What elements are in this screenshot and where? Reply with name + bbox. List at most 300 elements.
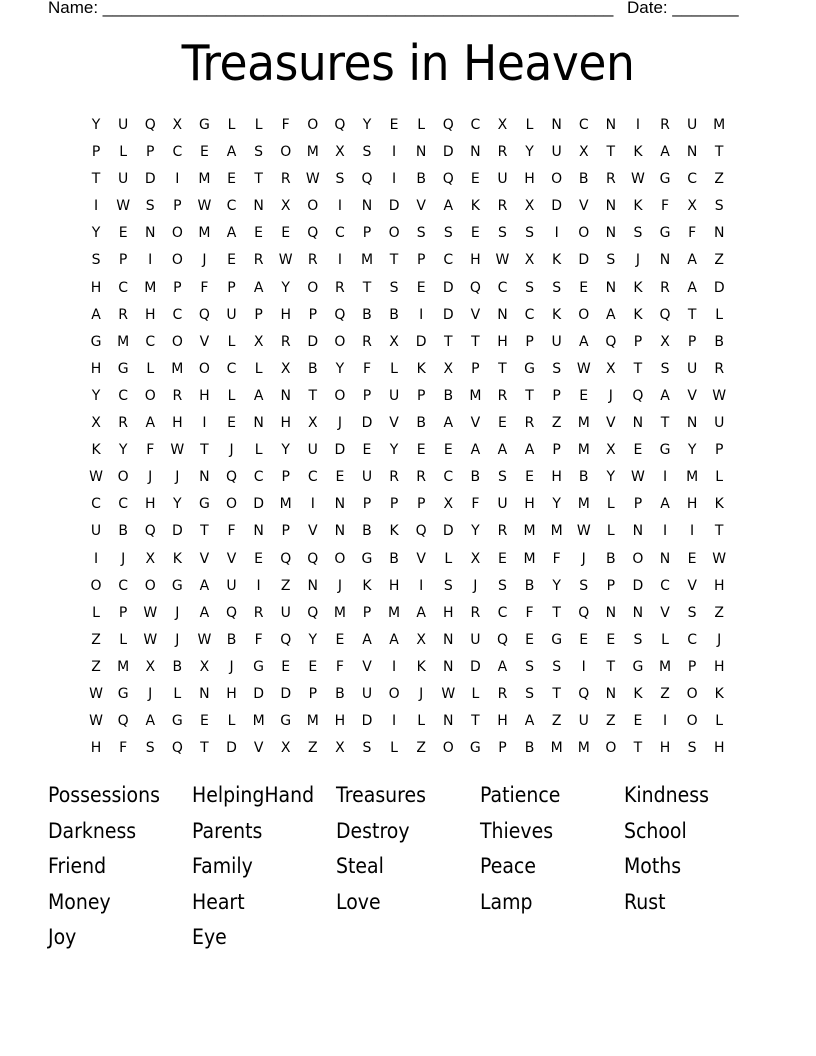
grid-cell: E — [389, 117, 399, 133]
grid-cell: B — [118, 523, 128, 540]
grid-cell: F — [688, 225, 697, 242]
grid-cell: N — [199, 469, 210, 486]
grid-cell: A — [497, 658, 508, 675]
grid-cell: C — [497, 279, 508, 296]
grid-cell: M — [713, 117, 726, 133]
grid-cell: M — [577, 415, 590, 432]
grid-cell: I — [337, 252, 342, 269]
word-list-item: Money — [48, 889, 111, 914]
grid-cell: N — [443, 631, 454, 648]
grid-cell: D — [171, 523, 183, 540]
grid-cell: H — [686, 496, 698, 513]
grid-cell: A — [470, 442, 481, 459]
grid-cell: N — [443, 713, 454, 730]
word-list-item: Destroy — [336, 818, 410, 843]
grid-cell: D — [442, 279, 454, 296]
grid-cell: P — [362, 604, 372, 621]
grid-cell: T — [552, 604, 561, 621]
grid-cell: A — [362, 631, 372, 648]
grid-cell: B — [172, 658, 183, 675]
grid-cell: I — [554, 225, 559, 242]
grid-cell: X — [91, 415, 101, 432]
grid-cell: D — [253, 685, 264, 702]
grid-cell: W — [197, 198, 212, 215]
grid-cell: E — [227, 252, 236, 269]
grid-cell: L — [715, 306, 724, 323]
grid-cell: K — [633, 685, 643, 702]
grid-cell: A — [145, 415, 156, 432]
grid-cell: S — [389, 279, 399, 296]
grid-cell: P — [471, 360, 480, 377]
grid-cell: Z — [91, 658, 101, 675]
grid-cell: L — [254, 360, 263, 377]
grid-cell: I — [581, 658, 586, 675]
word-list-item: Patience — [480, 783, 561, 807]
grid-cell: H — [280, 415, 291, 432]
grid-cell: F — [119, 740, 128, 757]
grid-cell: S — [416, 225, 426, 242]
grid-cell: P — [714, 442, 724, 459]
grid-cell: P — [281, 469, 290, 486]
grid-cell: Q — [226, 469, 238, 486]
grid-cell: P — [308, 306, 318, 323]
grid-cell: L — [227, 117, 236, 133]
grid-cell: S — [145, 740, 155, 757]
grid-cell: N — [605, 604, 617, 621]
grid-cell: N — [605, 198, 617, 215]
grid-cell: M — [144, 279, 157, 296]
grid-cell: D — [469, 658, 481, 675]
grid-cell: I — [310, 496, 315, 513]
grid-cell: M — [550, 740, 563, 757]
grid-cell: M — [469, 387, 482, 404]
page-title: Treasures in Heaven — [181, 35, 635, 92]
grid-cell: I — [392, 144, 397, 161]
grid-cell: P — [416, 387, 426, 404]
grid-cell: E — [254, 225, 264, 242]
grid-cell: X — [253, 333, 264, 350]
grid-cell: F — [660, 198, 670, 215]
grid-cell: B — [226, 631, 237, 648]
grid-cell: M — [577, 740, 590, 757]
grid-cell: W — [197, 631, 212, 648]
grid-cell: Z — [714, 171, 724, 188]
grid-cell: Q — [605, 333, 617, 350]
grid-cell: U — [118, 171, 129, 188]
grid-cell: L — [715, 713, 724, 730]
grid-cell: E — [362, 442, 372, 459]
grid-cell: V — [362, 658, 372, 675]
grid-cell: Q — [442, 171, 454, 188]
grid-cell: O — [686, 713, 698, 730]
grid-cell: J — [202, 252, 207, 269]
grid-cell: S — [525, 658, 534, 675]
word-list-item: School — [624, 818, 687, 843]
grid-cell: S — [660, 360, 670, 377]
grid-cell: N — [605, 117, 617, 133]
grid-cell: P — [389, 496, 399, 513]
grid-cell: A — [253, 279, 264, 296]
grid-cell: B — [416, 171, 426, 188]
grid-cell: Z — [91, 631, 101, 648]
grid-cell: U — [361, 685, 373, 702]
grid-cell: W — [143, 604, 158, 621]
grid-cell: E — [199, 713, 209, 730]
grid-cell: L — [119, 631, 128, 648]
grid-cell: P — [254, 306, 263, 323]
grid-cell: D — [307, 333, 319, 350]
grid-cell: T — [254, 171, 263, 188]
grid-cell: O — [686, 685, 698, 702]
grid-cell: N — [334, 496, 346, 513]
grid-cell: C — [118, 279, 129, 296]
grid-cell: O — [334, 550, 346, 567]
grid-cell: F — [281, 117, 290, 133]
grid-cell: C — [470, 117, 481, 133]
grid-cell: U — [578, 713, 589, 730]
grid-cell: M — [360, 252, 374, 269]
grid-cell: P — [552, 442, 561, 459]
grid-cell: Q — [117, 713, 129, 730]
word-list-item: Heart — [192, 889, 245, 914]
grid-cell: L — [606, 496, 615, 513]
grid-cell: H — [388, 577, 400, 594]
grid-cell: T — [714, 144, 724, 161]
grid-cell: R — [335, 279, 345, 296]
word-list-item: Lamp — [480, 889, 533, 914]
grid-cell: R — [497, 387, 508, 404]
grid-cell: P — [146, 144, 155, 161]
grid-cell: N — [253, 523, 264, 540]
grid-cell: F — [200, 279, 209, 296]
name-field-label: Name: ______________________________________________________ — [48, 0, 614, 17]
grid-cell: Y — [362, 117, 372, 133]
grid-cell: G — [171, 577, 183, 594]
grid-cell: E — [227, 171, 236, 188]
grid-cell: D — [280, 685, 292, 702]
grid-cell: E — [470, 225, 480, 242]
grid-cell: I — [337, 198, 342, 215]
grid-cell: I — [662, 469, 668, 486]
grid-cell: B — [307, 360, 318, 377]
grid-cell: K — [172, 550, 182, 567]
word-list-item: Treasures — [336, 783, 426, 807]
grid-cell: W — [116, 198, 131, 215]
grid-cell: P — [606, 577, 616, 594]
grid-cell: F — [254, 631, 263, 648]
grid-cell: O — [334, 333, 346, 350]
grid-cell: U — [497, 171, 508, 188]
grid-cell: Q — [171, 740, 183, 757]
grid-cell: M — [117, 658, 130, 675]
grid-cell: X — [443, 360, 454, 377]
grid-cell: G — [253, 658, 265, 675]
grid-cell: E — [118, 225, 128, 242]
grid-cell: N — [659, 252, 671, 269]
grid-cell: H — [497, 333, 508, 350]
grid-cell: N — [497, 306, 508, 323]
grid-cell: Q — [578, 685, 590, 702]
grid-cell: Q — [280, 550, 292, 567]
grid-cell: C — [443, 469, 454, 486]
grid-cell: J — [229, 442, 234, 459]
grid-cell: C — [172, 144, 183, 161]
grid-cell: T — [91, 171, 101, 188]
grid-cell: B — [416, 415, 426, 432]
grid-cell: A — [660, 387, 670, 404]
grid-cell: Y — [91, 225, 101, 242]
grid-cell: N — [713, 225, 725, 242]
grid-cell: Z — [660, 685, 670, 702]
grid-cell: X — [172, 117, 183, 133]
grid-cell: D — [144, 171, 156, 188]
grid-cell: S — [687, 604, 697, 621]
grid-cell: X — [606, 360, 616, 377]
grid-cell: D — [253, 496, 264, 513]
grid-cell: B — [389, 306, 399, 323]
grid-cell: E — [443, 442, 453, 459]
grid-cell: R — [416, 469, 427, 486]
grid-cell: H — [713, 658, 725, 675]
grid-cell: H — [524, 496, 535, 513]
grid-cell: B — [470, 469, 481, 486]
grid-cell: L — [444, 550, 453, 567]
grid-cell: L — [715, 469, 724, 486]
grid-cell: C — [118, 496, 129, 513]
grid-cell: P — [173, 279, 182, 296]
grid-cell: I — [256, 577, 261, 594]
grid-cell: X — [335, 740, 345, 757]
grid-cell: Y — [281, 279, 290, 296]
grid-cell: G — [198, 117, 210, 133]
grid-cell: E — [579, 279, 589, 296]
grid-cell: I — [148, 252, 153, 269]
grid-cell: W — [441, 685, 456, 702]
grid-cell: V — [253, 740, 264, 757]
grid-cell: V — [578, 198, 589, 215]
word-list-item: Steal — [336, 854, 384, 878]
grid-cell: G — [280, 713, 292, 730]
grid-cell: T — [606, 658, 616, 675]
grid-cell: P — [552, 387, 561, 404]
grid-cell: P — [362, 225, 372, 242]
grid-cell: H — [144, 496, 156, 513]
grid-cell: V — [470, 306, 481, 323]
grid-cell: H — [172, 415, 183, 432]
grid-cell: A — [524, 713, 535, 730]
grid-cell: P — [281, 523, 290, 540]
grid-cell: K — [91, 442, 101, 459]
grid-cell: V — [199, 333, 210, 350]
grid-cell: L — [119, 144, 128, 161]
grid-cell: C — [524, 306, 535, 323]
grid-cell: D — [415, 333, 427, 350]
grid-cell: K — [633, 144, 643, 161]
grid-cell: W — [712, 550, 727, 567]
grid-cell: O — [388, 685, 400, 702]
grid-cell: D — [578, 252, 590, 269]
grid-cell: S — [714, 198, 724, 215]
grid-cell: H — [199, 387, 210, 404]
grid-cell: O — [578, 306, 590, 323]
grid-cell: Q — [226, 604, 238, 621]
grid-cell: P — [416, 252, 426, 269]
grid-cell: R — [118, 415, 128, 432]
grid-cell: G — [171, 713, 183, 730]
grid-cell: A — [91, 306, 101, 323]
grid-cell: D — [442, 523, 454, 540]
grid-cell: L — [92, 604, 100, 621]
grid-cell: V — [606, 415, 616, 432]
grid-cell: M — [550, 523, 563, 540]
grid-cell: D — [442, 144, 454, 161]
grid-cell: H — [280, 306, 291, 323]
grid-cell: H — [659, 740, 671, 757]
grid-cell: T — [362, 279, 372, 296]
grid-cell: D — [361, 415, 373, 432]
grid-cell: H — [90, 740, 102, 757]
grid-cell: Q — [496, 631, 508, 648]
grid-cell: N — [307, 577, 319, 594]
word-list-item: Love — [336, 889, 381, 914]
grid-cell: W — [712, 387, 727, 404]
grid-cell: A — [253, 387, 264, 404]
grid-cell: O — [307, 117, 319, 133]
grid-cell: H — [551, 469, 562, 486]
word-list-item: Eye — [192, 925, 227, 949]
grid-cell: Q — [280, 631, 292, 648]
grid-cell: K — [416, 658, 426, 675]
grid-cell: E — [498, 550, 507, 567]
grid-cell: L — [417, 117, 426, 133]
grid-cell: S — [498, 469, 507, 486]
grid-cell: I — [392, 658, 397, 675]
grid-cell: P — [227, 279, 236, 296]
grid-cell: U — [714, 415, 725, 432]
grid-cell: Y — [687, 442, 697, 459]
grid-cell: J — [175, 631, 180, 648]
grid-cell: K — [714, 496, 724, 513]
word-list-item: Darkness — [48, 818, 137, 843]
grid-cell: G — [361, 550, 373, 567]
grid-cell: E — [308, 658, 318, 675]
grid-cell: T — [471, 333, 480, 350]
grid-cell: A — [660, 496, 670, 513]
grid-cell: O — [90, 577, 102, 594]
grid-cell: Q — [307, 225, 319, 242]
grid-cell: N — [144, 225, 156, 242]
grid-cell: O — [307, 198, 319, 215]
grid-cell: N — [334, 523, 346, 540]
grid-cell: J — [229, 658, 234, 675]
grid-cell: R — [470, 604, 481, 621]
grid-cell: R — [497, 198, 508, 215]
grid-cell: P — [687, 658, 697, 675]
grid-cell: A — [578, 333, 589, 350]
grid-cell: F — [552, 550, 561, 567]
grid-cell: S — [335, 171, 345, 188]
grid-cell: K — [633, 306, 643, 323]
grid-cell: M — [252, 713, 265, 730]
grid-cell: L — [390, 360, 398, 377]
grid-cell: O — [280, 144, 292, 161]
grid-cell: T — [660, 415, 670, 432]
grid-cell: I — [175, 171, 180, 188]
grid-cell: U — [686, 117, 698, 133]
grid-cell: X — [145, 550, 156, 567]
grid-cell: L — [254, 442, 263, 459]
grid-cell: J — [121, 550, 126, 567]
grid-cell: G — [659, 225, 671, 242]
grid-cell: C — [307, 469, 318, 486]
grid-cell: G — [551, 631, 563, 648]
grid-cell: G — [117, 685, 129, 702]
grid-cell: V — [470, 415, 481, 432]
grid-cell: N — [415, 144, 427, 161]
grid-cell: O — [171, 333, 183, 350]
grid-cell: L — [146, 360, 155, 377]
grid-cell: X — [497, 117, 508, 133]
grid-cell: U — [388, 387, 400, 404]
grid-cell: U — [226, 306, 237, 323]
grid-cell: N — [253, 198, 264, 215]
word-list-item: Friend — [48, 854, 107, 878]
grid-cell: I — [93, 550, 99, 567]
grid-cell: T — [525, 387, 534, 404]
grid-cell: E — [281, 225, 291, 242]
grid-cell: V — [389, 415, 399, 432]
grid-cell: X — [660, 333, 670, 350]
grid-cell: Q — [632, 387, 644, 404]
grid-cell: P — [498, 740, 507, 757]
grid-cell: J — [419, 685, 424, 702]
grid-cell: M — [658, 658, 672, 675]
grid-cell: A — [660, 144, 670, 161]
grid-cell: R — [605, 171, 616, 188]
grid-cell: C — [226, 360, 237, 377]
grid-cell: F — [362, 360, 372, 377]
grid-cell: O — [632, 550, 644, 567]
grid-cell: E — [579, 387, 589, 404]
grid-cell: P — [118, 604, 128, 621]
grid-cell: G — [90, 333, 102, 350]
grid-cell: R — [714, 360, 725, 377]
grid-cell: C — [687, 631, 697, 648]
grid-cell: E — [633, 442, 643, 459]
grid-cell: H — [334, 713, 346, 730]
grid-cell: A — [226, 225, 237, 242]
grid-cell: S — [362, 740, 372, 757]
word-list — [48, 780, 768, 958]
grid-cell: T — [606, 144, 616, 161]
grid-cell: R — [253, 604, 264, 621]
grid-cell: Y — [552, 577, 561, 594]
grid-cell: X — [470, 550, 481, 567]
grid-cell: M — [577, 442, 590, 459]
grid-cell: X — [308, 415, 318, 432]
grid-cell: P — [633, 333, 643, 350]
grid-cell: N — [686, 415, 698, 432]
grid-cell: O — [171, 225, 183, 242]
grid-cell: T — [471, 713, 480, 730]
grid-cell: Y — [308, 631, 318, 648]
grid-cell: Z — [606, 713, 616, 730]
grid-cell: H — [713, 577, 725, 594]
grid-cell: J — [337, 577, 342, 594]
grid-cell: O — [388, 225, 400, 242]
grid-cell: G — [632, 658, 644, 675]
grid-cell: T — [633, 740, 643, 757]
